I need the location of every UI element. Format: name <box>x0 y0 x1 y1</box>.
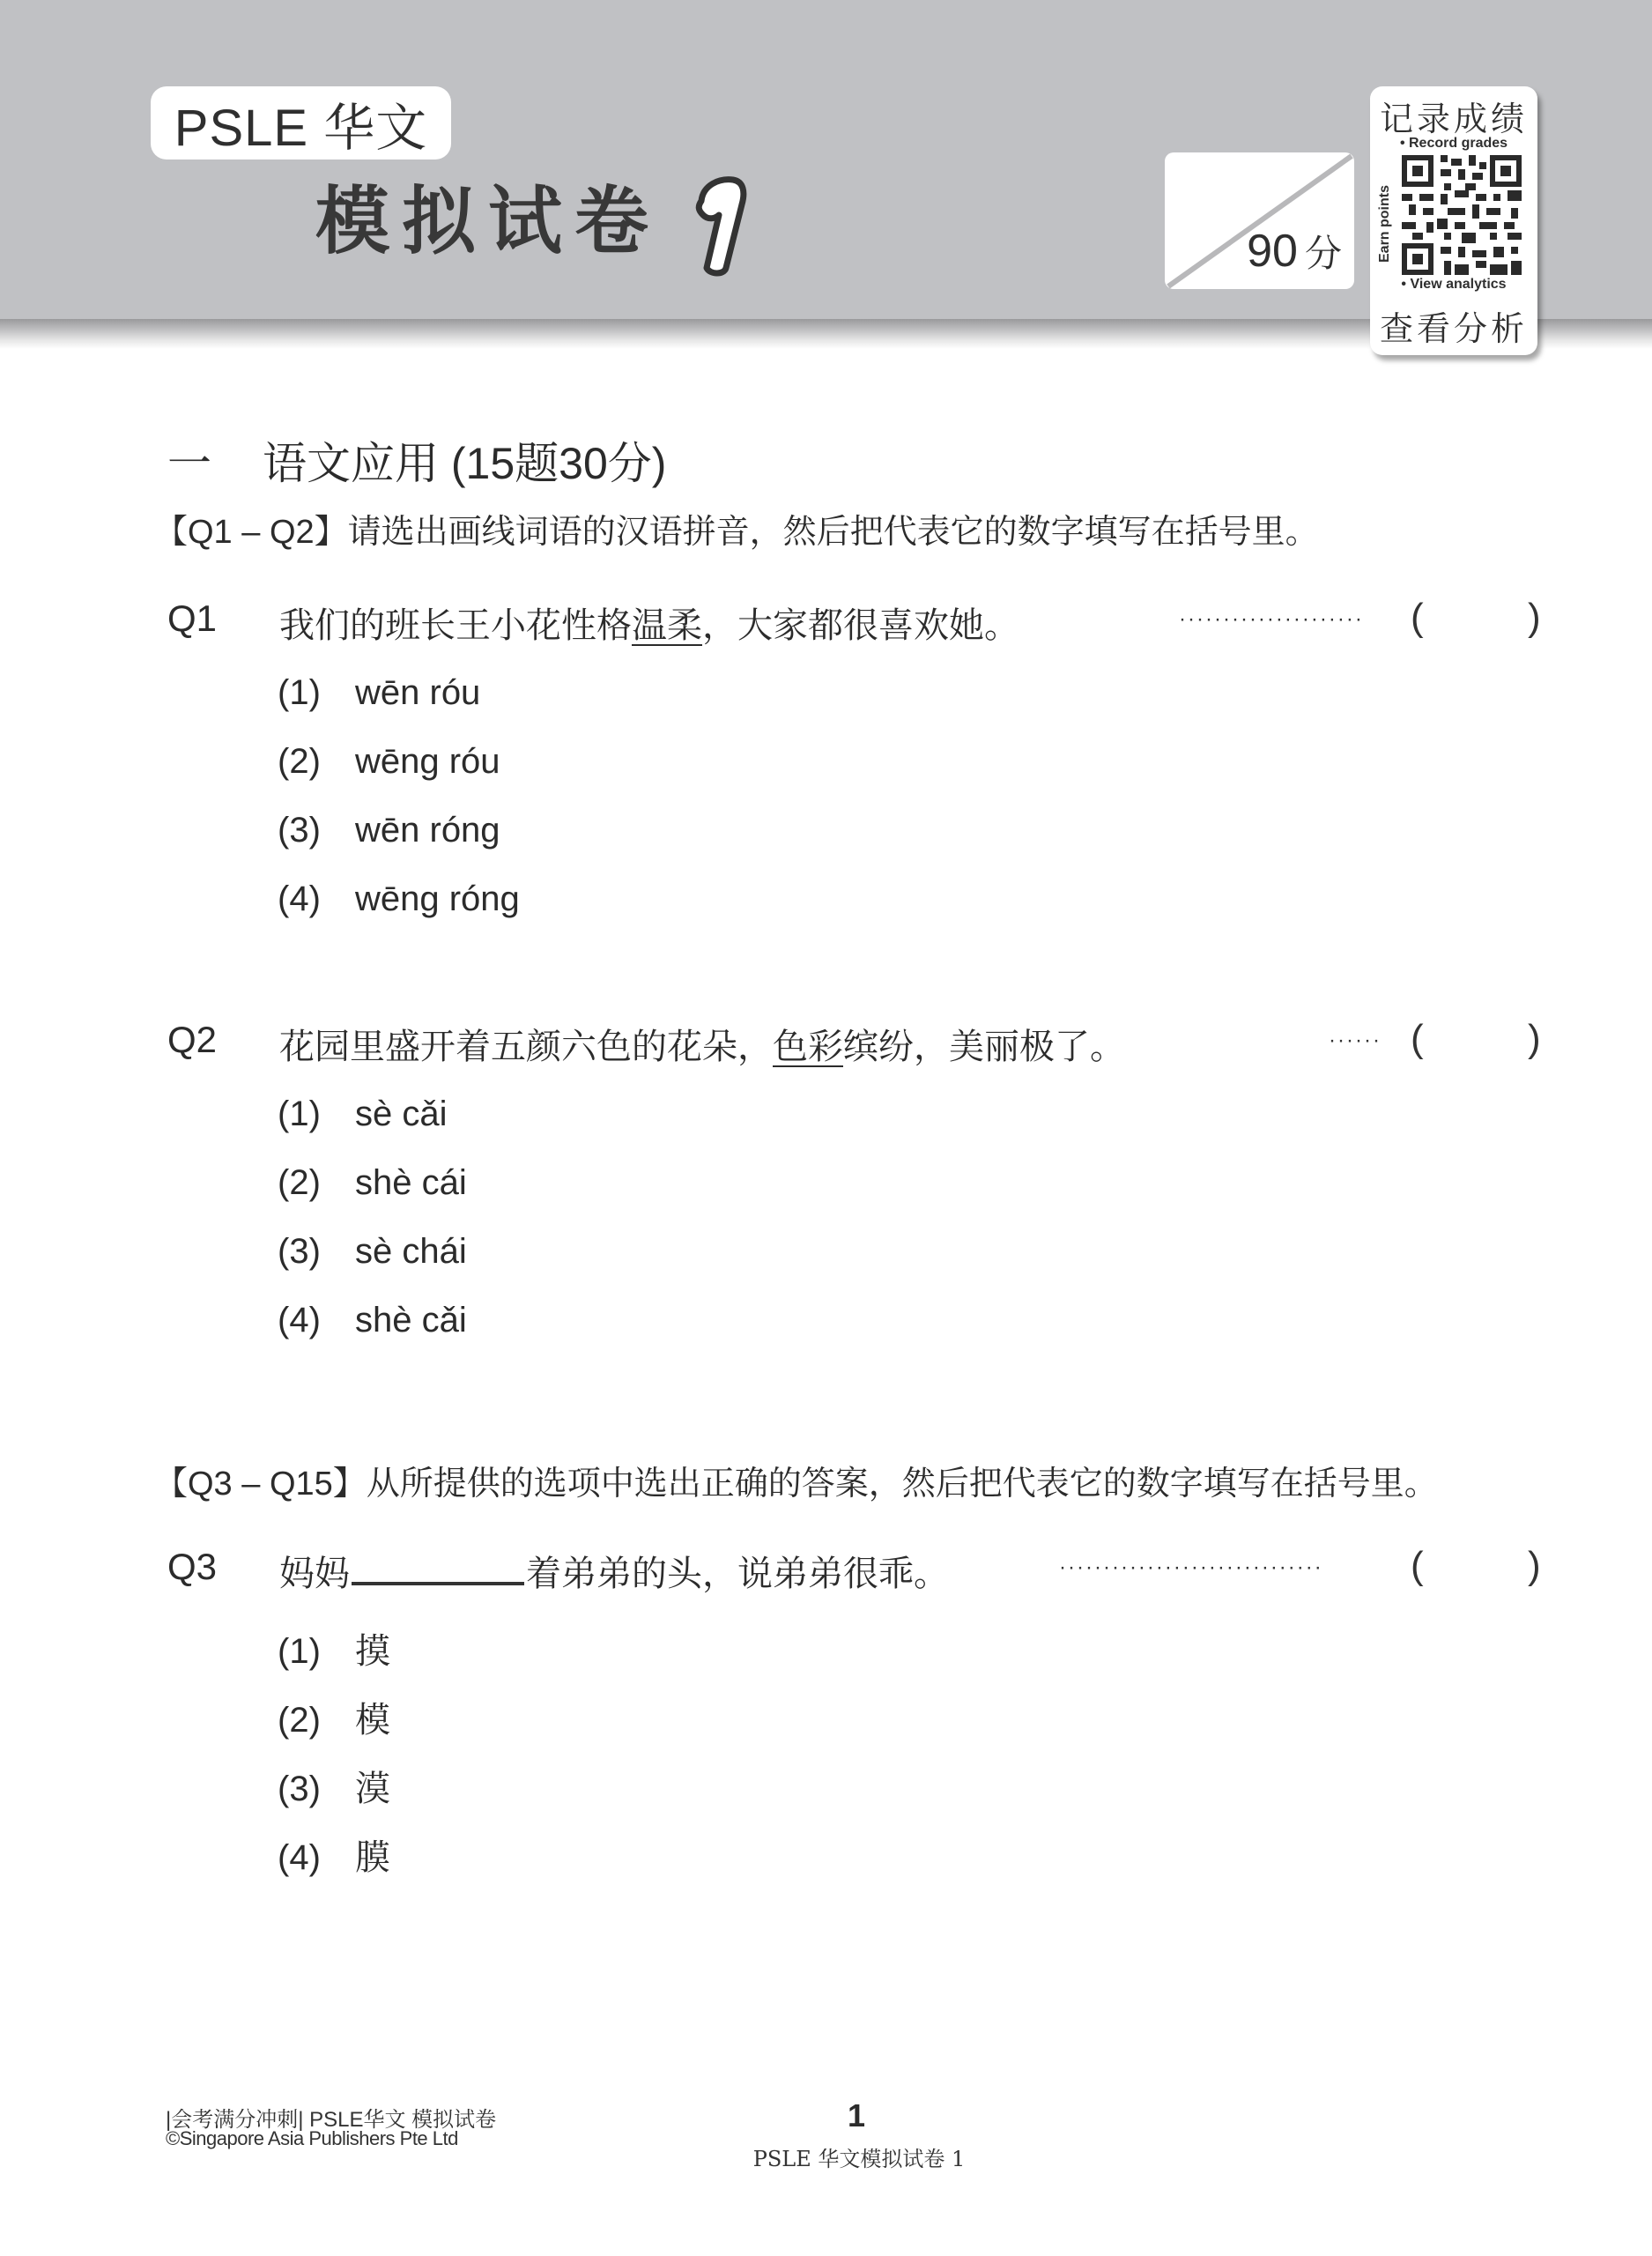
question-q1 <box>167 597 1542 647</box>
answer-bracket-open[interactable]: ( <box>1411 596 1424 639</box>
question-label: Q2 <box>167 1019 218 1060</box>
option-number: (2) <box>278 742 321 781</box>
option-q3-2[interactable] <box>278 1692 390 1742</box>
footer-series: |会考满分冲刺| PSLE华文 模拟试卷 <box>166 2108 497 2132</box>
question-text-before: 妈妈 <box>279 1554 350 1594</box>
section-title: 语文应用 (15题30分) <box>263 439 667 488</box>
number-one-icon <box>689 174 747 277</box>
option-text: 膜 <box>355 1837 390 1878</box>
score-unit: 分 <box>1304 233 1342 274</box>
option-number: (3) <box>278 1770 321 1808</box>
page-subtitle: PSLE 华文模拟试卷 1 <box>752 2147 966 2171</box>
score-total <box>1247 225 1342 280</box>
question-label: Q3 <box>167 1546 218 1587</box>
qr-earn-points: Earn points <box>1377 184 1392 263</box>
option-text: 模 <box>355 1700 390 1740</box>
section-heading <box>167 428 666 492</box>
underlined-word: 色彩 <box>773 1027 843 1067</box>
option-number: (4) <box>278 879 321 918</box>
option-number: (2) <box>278 1701 321 1740</box>
option-text: wēn róng <box>355 811 500 850</box>
answer-bracket-close[interactable]: ) <box>1528 596 1541 639</box>
option-number: (3) <box>278 811 321 850</box>
leader-dots: ······ <box>1329 1028 1382 1052</box>
paper-number-glyph <box>689 174 747 277</box>
qr-code-icon[interactable] <box>1402 155 1522 275</box>
option-q1-2[interactable] <box>278 742 500 782</box>
question-text-before: 花园里盛开着五颜六色的花朵， <box>279 1027 773 1067</box>
option-text: shè cǎi <box>355 1301 467 1340</box>
option-text: 摸 <box>355 1631 390 1672</box>
fill-in-blank[interactable] <box>352 1550 524 1585</box>
score-total-value: 90 <box>1247 226 1298 277</box>
question-text-after: 缤纷，美丽极了。 <box>843 1027 1125 1067</box>
instruction-q1-q2: 【Q1 – Q2】请选出画线词语的汉语拼音，然后把代表它的数字填写在括号里。 <box>154 514 1319 551</box>
section-number: 一 <box>167 439 211 488</box>
option-number: (2) <box>278 1163 321 1202</box>
option-q1-1[interactable] <box>278 673 480 713</box>
question-q3 <box>167 1546 1542 1595</box>
score-box <box>1165 152 1354 289</box>
answer-bracket-close[interactable]: ) <box>1528 1017 1541 1060</box>
answer-bracket-open[interactable]: ( <box>1411 1017 1424 1060</box>
option-number: (1) <box>278 673 321 712</box>
option-text: sè cǎi <box>355 1095 448 1133</box>
question-text-after: ，大家都很喜欢她。 <box>702 605 1019 646</box>
option-text: wēn róu <box>355 673 481 712</box>
option-q2-2[interactable] <box>278 1163 467 1203</box>
underlined-word: 温柔 <box>632 605 702 646</box>
option-q2-1[interactable] <box>278 1095 448 1134</box>
question-label: Q1 <box>167 597 218 639</box>
question-q2 <box>167 1019 1542 1068</box>
question-text <box>279 1019 1125 1069</box>
option-number: (4) <box>278 1838 321 1877</box>
answer-bracket-open[interactable]: ( <box>1411 1544 1424 1587</box>
option-q3-3[interactable] <box>278 1761 390 1811</box>
qr-record-grades: • Record grades <box>1399 136 1508 151</box>
answer-bracket-close[interactable]: ) <box>1528 1544 1541 1587</box>
leader-dots: ····················· <box>1179 607 1364 631</box>
option-text: 漠 <box>355 1769 390 1809</box>
paper-title: 模拟试卷 <box>315 178 662 264</box>
option-q2-3[interactable] <box>278 1232 467 1272</box>
option-text: shè cái <box>355 1163 467 1202</box>
option-q3-1[interactable] <box>278 1623 390 1673</box>
page-number: 1 <box>847 2097 866 2134</box>
footer-copyright: ©Singapore Asia Publishers Pte Ltd <box>166 2127 458 2149</box>
subject-badge-label: PSLE 华文 <box>174 99 428 157</box>
leader-dots: ······························ <box>1059 1555 1323 1579</box>
option-text: sè chái <box>355 1232 467 1271</box>
option-number: (4) <box>278 1301 321 1340</box>
question-text-before: 我们的班长王小花性格 <box>279 605 632 646</box>
qr-bottom-label: 查看分析 <box>1379 311 1528 348</box>
option-q1-4[interactable] <box>278 879 520 919</box>
question-text <box>279 1546 949 1596</box>
option-text: wēng róu <box>355 742 500 781</box>
qr-top-label: 记录成绩 <box>1379 101 1528 138</box>
option-q1-3[interactable] <box>278 811 500 850</box>
question-text <box>279 597 1019 648</box>
option-q2-4[interactable] <box>278 1301 467 1340</box>
option-number: (3) <box>278 1232 321 1271</box>
option-text: wēng róng <box>355 879 520 918</box>
subject-badge <box>151 86 451 160</box>
qr-view-analytics: • View analytics <box>1401 277 1507 292</box>
instruction-q3-q15: 【Q3 – Q15】从所提供的选项中选出正确的答案，然后把代表它的数字填写在括号里。 <box>154 1466 1438 1503</box>
option-number: (1) <box>278 1632 321 1671</box>
option-number: (1) <box>278 1095 321 1133</box>
question-text-after: 着弟弟的头，说弟弟很乖。 <box>526 1554 949 1594</box>
qr-card[interactable] <box>1370 86 1537 355</box>
option-q3-4[interactable] <box>278 1829 390 1880</box>
